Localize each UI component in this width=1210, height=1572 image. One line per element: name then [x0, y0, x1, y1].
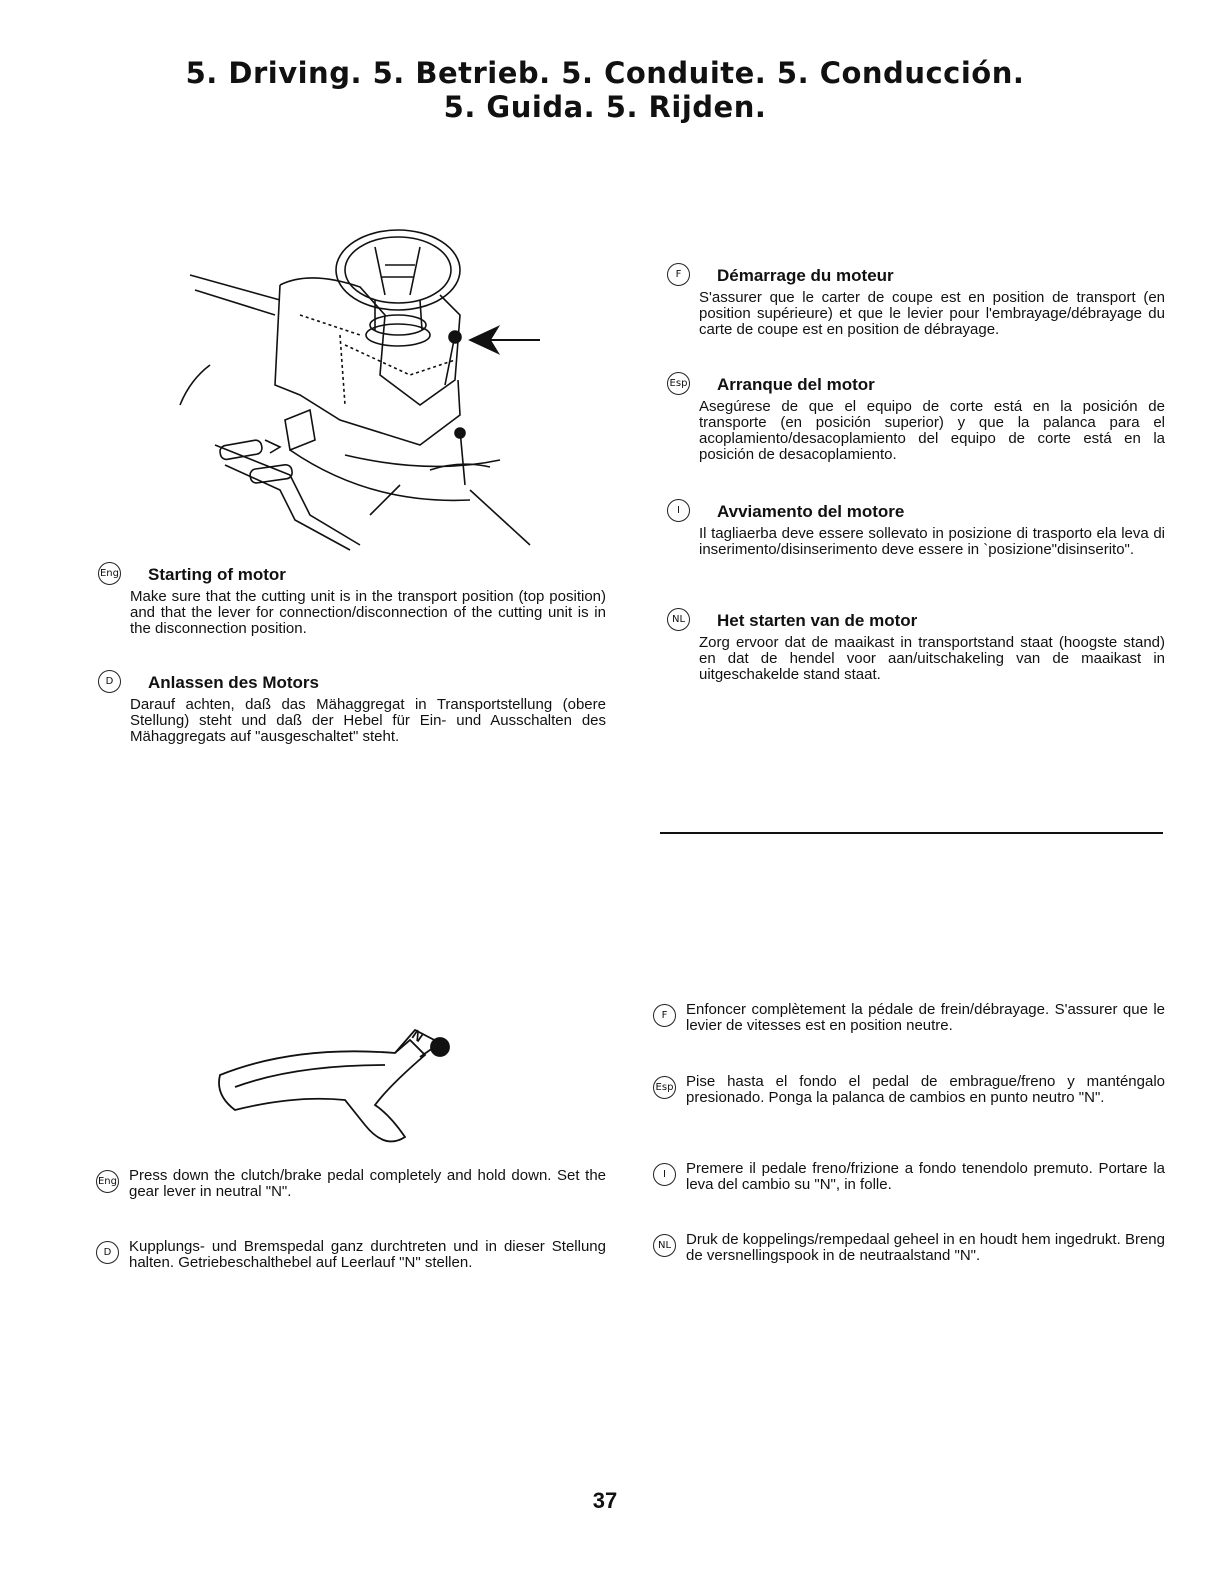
text-nl-starting: Zorg ervoor dat de maaikast in transportstand staat (hoogste stand) en dat de hendel voor aan/uitschakeling van de maaikast in uitgeschakelde stand staat.: [699, 634, 1165, 683]
section-divider: [660, 832, 1163, 834]
language-badge-esp: Esp: [667, 372, 690, 395]
text-i-starting: Il tagliaerba deve essere sollevato in posizione di trasporto ela leva di inserimento/disinserimento deve essere in `posizione"disinserito".: [699, 525, 1165, 558]
heading-i-starting: Avviamento del motore: [717, 502, 905, 521]
heading-eng-starting: Starting of motor: [148, 565, 286, 584]
text-i-pedal: Premere il pedale freno/frizione a fondo tenendolo premuto. Portare la leva del cambio su "N", in folle.: [686, 1160, 1165, 1193]
instruction-f-pedal: [653, 1002, 1165, 1034]
language-badge-nl: NL: [667, 608, 690, 631]
heading-d-starting: Anlassen des Motors: [148, 673, 319, 692]
section-i-starting: [677, 502, 1165, 558]
page-number: 37: [592, 1488, 618, 1513]
section-f-starting: [675, 266, 1165, 338]
steering-wheel-outer: [336, 230, 460, 310]
text-eng-starting: Make sure that the cutting unit is in the transport position (top position) and that the lever for connection/disconnection of the cutting unit is in the disconnection position.: [130, 588, 606, 637]
language-badge-d: D: [98, 670, 121, 693]
pedal-n-label: N: [409, 1026, 427, 1046]
language-badge-d-pedal: D: [96, 1241, 119, 1264]
page-title-line-1: 5. Driving. 5. Betrieb. 5. Conduite. 5. Conducción.: [185, 56, 1025, 90]
language-badge-eng-pedal: Eng: [96, 1170, 119, 1193]
section-d-starting: [105, 673, 606, 745]
language-badge-esp-pedal: Esp: [653, 1076, 676, 1099]
text-f-starting: S'assurer que le carter de coupe est en position de transport (en position supérieure) et que le levier pour l'embrayage/débrayage du carte de coupe est en position de débrayage.: [699, 289, 1165, 338]
text-nl-pedal: Druk de koppelings/rempedaal geheel in en houdt hem ingedrukt. Breng de versnellingspook in de neutraalstand "N".: [686, 1231, 1165, 1264]
instruction-eng-pedal: [96, 1168, 606, 1200]
instruction-i-pedal: [653, 1161, 1165, 1193]
steering-dashboard-illustration: [170, 215, 550, 560]
heading-f-starting: Démarrage du moteur: [717, 266, 894, 285]
language-badge-nl-pedal: NL: [653, 1234, 676, 1257]
language-badge-i-pedal: I: [653, 1163, 676, 1186]
language-badge-eng: Eng: [98, 562, 121, 585]
text-eng-pedal: Press down the clutch/brake pedal completely and hold down. Set the gear lever in neutral "N".: [129, 1167, 606, 1200]
section-eng-starting: [99, 565, 606, 637]
text-esp-pedal: Pise hasta el fondo el pedal de embrague/freno y manténgalo presionado. Ponga la palanca de cambios en punto neutro "N".: [686, 1073, 1165, 1106]
text-f-pedal: Enfoncer complètement la pédale de frein/débrayage. S'assurer que le levier de vitesses est en position neutre.: [686, 1001, 1165, 1034]
page-title-line-2: 5. Guida. 5. Rijden.: [443, 90, 767, 124]
instruction-esp-pedal: [653, 1074, 1165, 1106]
language-badge-i: I: [667, 499, 690, 522]
heading-esp-starting: Arranque del motor: [717, 375, 875, 394]
language-badge-f: F: [667, 263, 690, 286]
instruction-d-pedal: [96, 1239, 606, 1271]
instruction-nl-pedal: [653, 1232, 1165, 1264]
section-nl-starting: [671, 611, 1165, 683]
text-d-pedal: Kupplungs- und Bremspedal ganz durchtreten und in dieser Stellung halten. Getriebeschalthebel auf Leerlauf "N" stellen.: [129, 1238, 606, 1271]
section-esp-starting: [669, 375, 1165, 463]
heading-nl-starting: Het starten van de motor: [717, 611, 918, 630]
language-badge-f-pedal: F: [653, 1004, 676, 1027]
clutch-brake-pedal-illustration: [215, 1025, 465, 1150]
text-esp-starting: Asegúrese de que el equipo de corte está en la posición de transporte (en posición superior) y que la palanca para el acoplamiento/desacoplamiento del equipo de corte está en la posición de desacoplamiento.: [699, 398, 1165, 463]
text-d-starting: Darauf achten, daß das Mähaggregat in Transportstellung (obere Stellung) steht und daß der Hebel für Ein- und Ausschalten des Mähaggregats auf "ausgeschaltet" steht.: [130, 696, 606, 745]
